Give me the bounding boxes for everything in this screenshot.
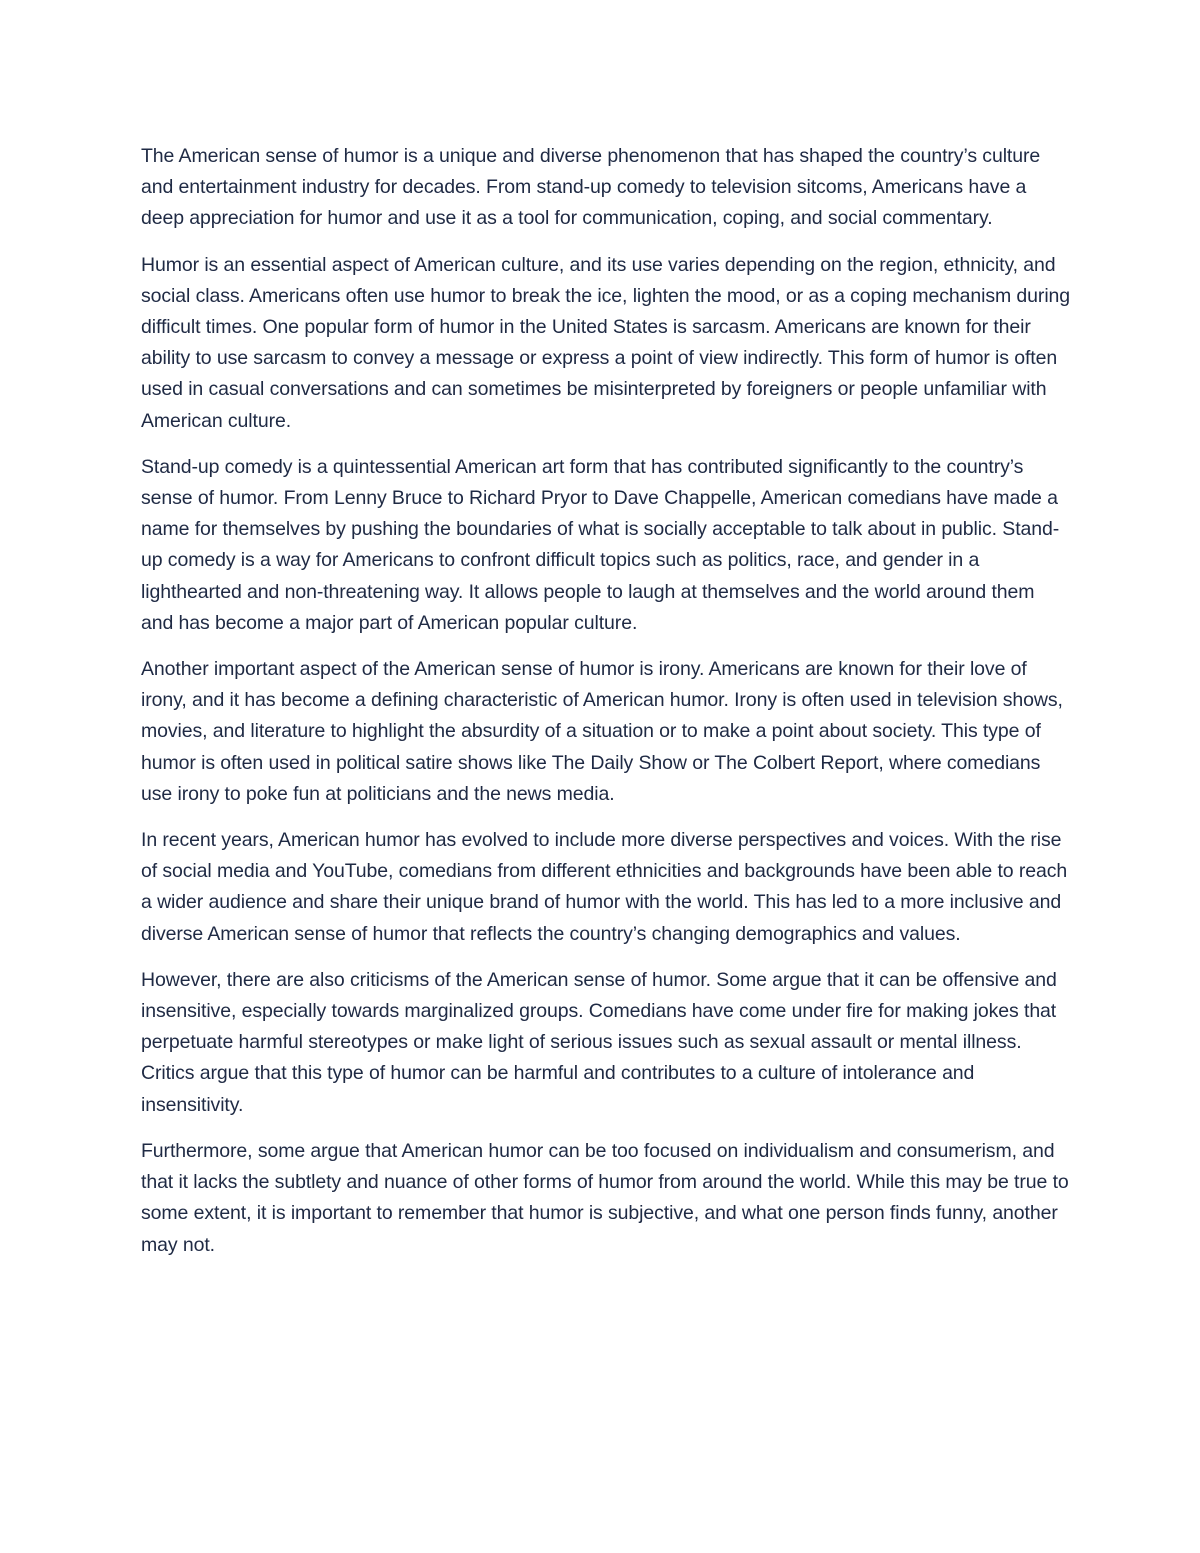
paragraph-2: Humor is an essential aspect of American culture, and its use varies depending on the region, ethnicity, and social class. Americans often use humor to break the ice, lighten the mood, or as a coping mechanism during difficult times. One popular form of humor in the United States is sarcasm. Americans are known for their ability to use sarcasm to convey a message or express a point of view indirectly. This form of humor is often used in casual conversations and can sometimes be misinterpreted by foreigners or people unfamiliar with American culture. bbox=[141, 253, 1071, 432]
document-body bbox=[141, 141, 1071, 1276]
paragraph-5: In recent years, American humor has evolved to include more diverse perspectives and voices. With the rise of social media and YouTube, comedians from different ethnicities and backgrounds have been able to reach a wider audience and share their unique brand of humor with the world. This has led to a more inclusive and diverse American sense of humor that reflects the country’s changing demographics and values. bbox=[141, 829, 1068, 945]
paragraph-6: However, there are also criticisms of the American sense of humor. Some argue that it can be offensive and insensitive, especially towards marginalized groups. Comedians have come under fire for making jokes that perpetuate harmful stereotypes or make light of serious issues such as sexual assault or mental illness. Critics argue that this type of humor can be harmful and contributes to a culture of intolerance and insensitivity. bbox=[141, 968, 1057, 1116]
paragraph-3: Stand-up comedy is a quintessential American art form that has contributed significantly to the country’s sense of humor. From Lenny Bruce to Richard Pryor to Dave Chappelle, American comedians have made a name for themselves by pushing the boundaries of what is socially acceptable to talk about in public. Stand-up comedy is a way for Americans to confront difficult topics such as politics, race, and gender in a lighthearted and non-threatening way. It allows people to laugh at themselves and the world around them and has become a major part of American popular culture. bbox=[141, 455, 1060, 634]
paragraph-4: Another important aspect of the American sense of humor is irony. Americans are known for their love of irony, and it has become a defining characteristic of American humor. Irony is often used in television shows, movies, and literature to highlight the absurdity of a situation or to make a point about society. This type of humor is often used in political satire shows like The Daily Show or The Colbert Report, where comedians use irony to poke fun at politicians and the news media. bbox=[141, 658, 1063, 805]
paragraph-7: Furthermore, some argue that American humor can be too focused on individualism and consumerism, and that it lacks the subtlety and nuance of other forms of humor from around the world. While this may be true to some extent, it is important to remember that humor is subjective, and what one person finds funny, another may not. bbox=[141, 1139, 1069, 1256]
paragraph-1: The American sense of humor is a unique and diverse phenomenon that has shaped the country’s culture and entertainment industry for decades. From stand-up comedy to television sitcoms, Americans have a deep appreciation for humor and use it as a tool for communication, coping, and social commentary. bbox=[141, 145, 1041, 230]
